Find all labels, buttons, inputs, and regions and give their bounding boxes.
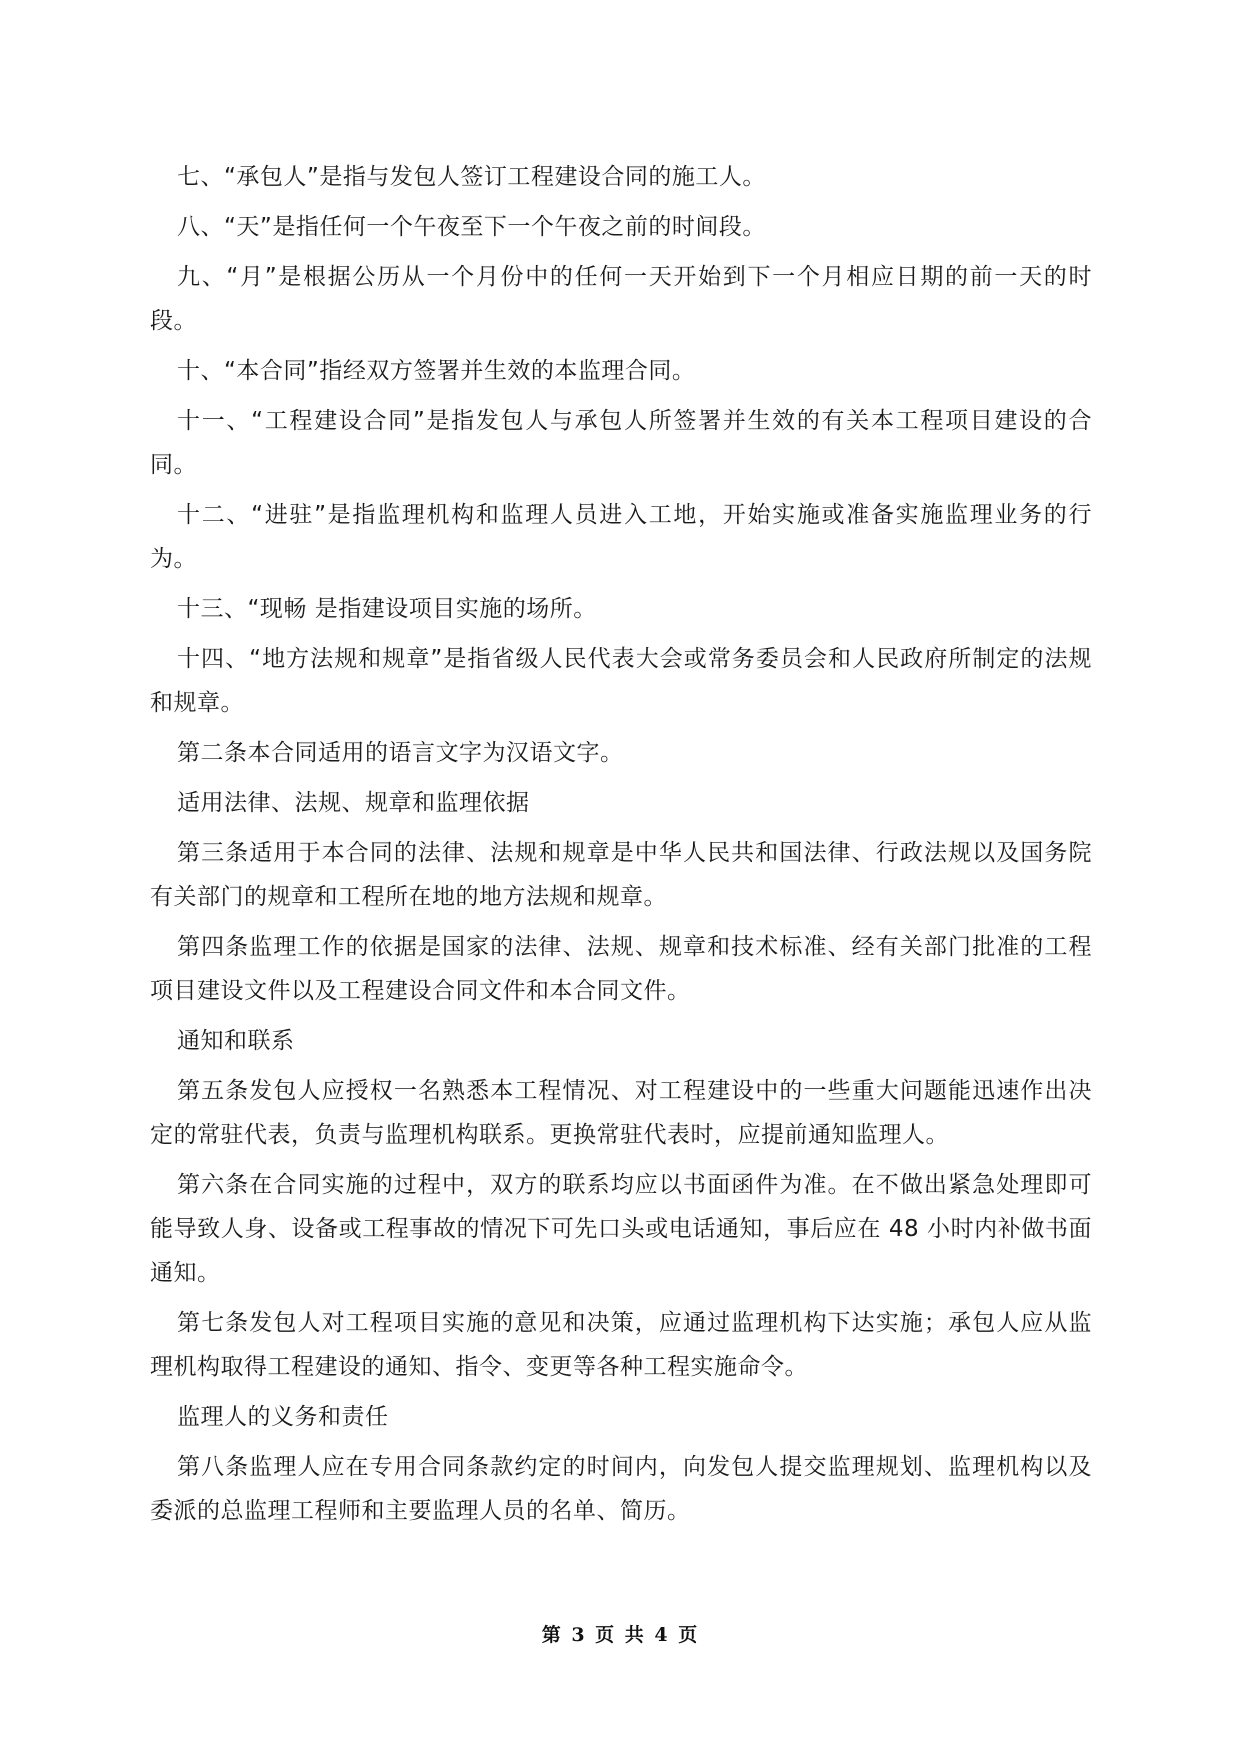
paragraph-article-2: 第二条本合同适用的语言文字为汉语文字。 [177, 740, 624, 766]
paragraph-article-3: 第三条适用于本合同的法律、法规和规章是中华人民共和国法律、行政法规以及国务院有关部门的规章和工程所在地的地方法规和规章。 [150, 840, 1092, 910]
paragraph-definition-11: 十一、“工程建设合同”是指发包人与承包人所签署并生效的有关本工程项目建设的合同。 [150, 408, 1092, 478]
paragraph-article-8: 第八条监理人应在专用合同条款约定的时间内，向发包人提交监理规划、监理机构以及委派的总监理工程师和主要监理人员的名单、简历。 [150, 1454, 1092, 1524]
paragraph-article-5: 第五条发包人应授权一名熟悉本工程情况、对工程建设中的一些重大问题能迅速作出决定的常驻代表，负责与监理机构联系。更换常驻代表时，应提前通知监理人。 [150, 1078, 1092, 1148]
paragraph-definition-13: 十三、“现畅 是指建设项目实施的场所。 [177, 596, 597, 622]
paragraph-article-7: 第七条发包人对工程项目实施的意见和决策，应通过监理机构下达实施；承包人应从监理机构取得工程建设的通知、指令、变更等各种工程实施命令。 [150, 1310, 1092, 1380]
page-number-footer: 第 3 页 共 4 页 [541, 1624, 700, 1646]
paragraph-definition-10: 十、“本合同”指经双方签署并生效的本监理合同。 [177, 358, 696, 384]
section-heading-supervisor-duties: 监理人的义务和责任 [177, 1404, 389, 1430]
paragraph-article-6: 第六条在合同实施的过程中，双方的联系均应以书面函件为准。在不做出紧急处理即可能导致人身、设备或工程事故的情况下可先口头或电话通知，事后应在 48 小时内补做书面通知。 [150, 1172, 1092, 1286]
document-body [150, 155, 1092, 1539]
paragraph-definition-7: 七、“承包人”是指与发包人签订工程建设合同的施工人。 [177, 164, 766, 190]
section-heading-notice-contact: 通知和联系 [177, 1028, 295, 1054]
paragraph-definition-8: 八、“天”是指任何一个午夜至下一个午夜之前的时间段。 [177, 214, 766, 240]
paragraph-definition-12: 十二、“进驻”是指监理机构和监理人员进入工地，开始实施或准备实施监理业务的行为。 [150, 502, 1092, 572]
paragraph-article-4: 第四条监理工作的依据是国家的法律、法规、规章和技术标准、经有关部门批准的工程项目建设文件以及工程建设合同文件和本合同文件。 [150, 934, 1092, 1004]
paragraph-definition-9: 九、“月”是根据公历从一个月份中的任何一天开始到下一个月相应日期的前一天的时段。 [150, 264, 1092, 334]
section-heading-applicable-law: 适用法律、法规、规章和监理依据 [177, 790, 530, 816]
paragraph-definition-14: 十四、“地方法规和规章”是指省级人民代表大会或常务委员会和人民政府所制定的法规和规章。 [150, 646, 1092, 716]
